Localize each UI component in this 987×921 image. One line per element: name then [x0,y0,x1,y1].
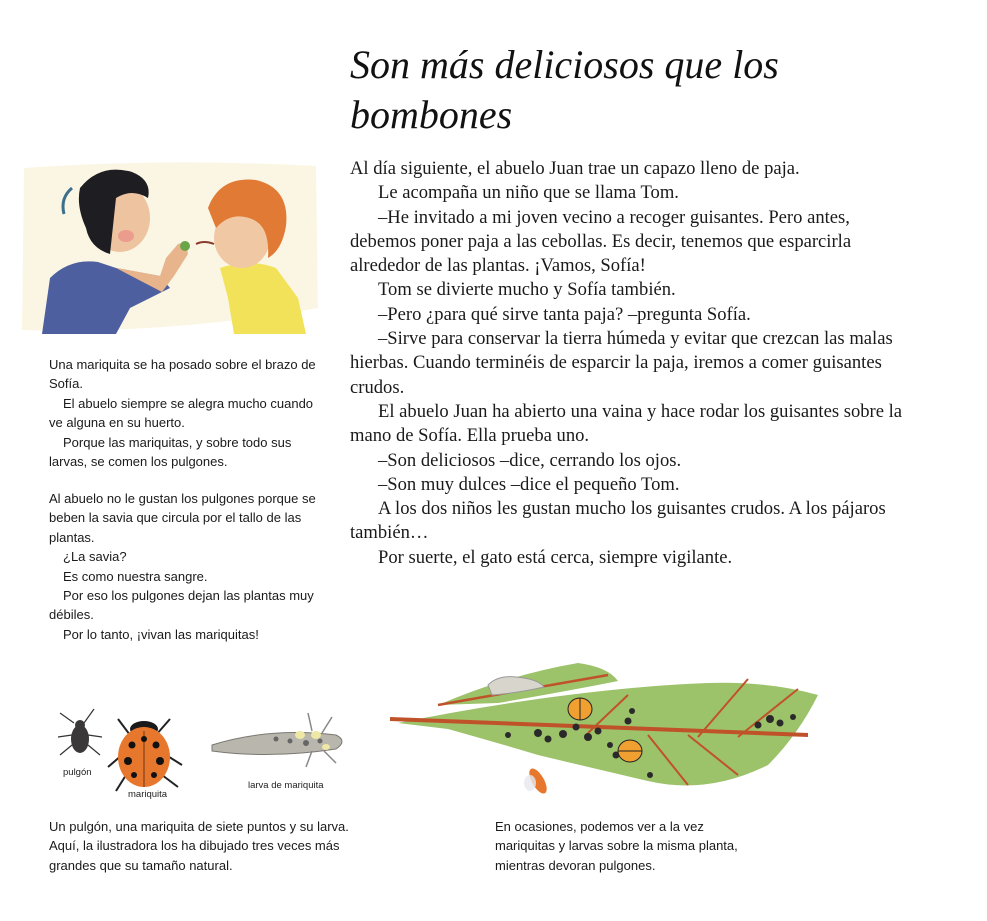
larva-icon [212,713,342,767]
larva-label: larva de mariquita [248,780,324,791]
illustration-children-peas [20,158,320,334]
sidebar-paragraph: Por eso los pulgones dejan las plantas muy débiles. [49,588,314,623]
illustration-insects [50,705,360,805]
story-paragraph: Tom se divierte mucho y Sofía también. [378,279,676,301]
story-paragraph: A los dos niños les gustan mucho los guisantes crudos. A los pájaros también… [350,498,886,544]
story-paragraph: Al día siguiente, el abuelo Juan trae un capazo lleno de paja. [350,158,800,179]
caption-line: Aquí, la ilustradora los ha dibujado tres veces más [49,838,340,854]
sidebar-paragraph: El abuelo siempre se alegra mucho cuando ve alguna en su huerto. [49,395,314,431]
sidebar-paragraph: Al abuelo no le gustan los pulgones porque se beben la savia que circula por el tallo de las plantas. [49,491,316,545]
story-paragraph: Por suerte, el gato está cerca, siempre vigilante. [378,546,733,568]
caption-leaf [495,817,795,875]
page-title: Son más deliciosos que los bombones [350,42,779,137]
sidebar-paragraph: Por lo tanto, ¡vivan las mariquitas! [63,626,259,642]
caption-line: En ocasiones, podemos ver a la vez [495,819,704,834]
caption-line: mariquitas y larvas sobre la misma planta, [495,838,738,854]
story-paragraph: El abuelo Juan ha abierto una vaina y hace rodar los guisantes sobre la mano de Sofía. Ella prueba uno. [350,400,903,447]
caption-line: Un pulgón, una mariquita de siete puntos y su larva. [49,819,349,834]
story-paragraph: –Sirve para conservar la tierra húmeda y evitar que crezcan las malas hierbas. Cuando terminéis de esparcir la paja, iremos a comer guisantes crudos. [350,328,893,398]
ladybug-icon [568,698,592,720]
sidebar-text-aphids [49,489,319,644]
ladybug-label: mariquita [128,789,168,800]
story-text [350,157,920,570]
ladybug-icon [618,740,642,762]
aphid-icon [58,709,102,755]
sidebar-text-ladybug [49,355,319,471]
caption-line: grandes que su tamaño natural. [49,857,233,873]
story-paragraph: –Pero ¿para qué sirve tanta paja? –pregunta Sofía. [378,303,751,325]
sidebar-paragraph: Una mariquita se ha posado sobre el brazo de Sofía. [49,357,316,392]
story-paragraph: –He invitado a mi joven vecino a recoger guisantes. Pero antes, debemos poner paja a las cebollas. Es decir, tenemos que esparcirla alrededor de las plantas. ¡Vamos, Sofía! [350,206,852,277]
sidebar-paragraph: ¿La savia? [63,549,127,565]
story-paragraph: –Son muy dulces –dice el pequeño Tom. [378,473,680,495]
sidebar-paragraph: Es como nuestra sangre. [63,568,208,584]
story-paragraph: Le acompaña un niño que se llama Tom. [378,182,679,204]
caption-insects [49,817,389,875]
sidebar-paragraph: Porque las mariquitas, y sobre todo sus larvas, se comen los pulgones. [49,434,292,470]
story-paragraph: –Son deliciosos –dice, cerrando los ojos. [378,449,682,471]
aphid-label: pulgón [63,767,92,778]
illustration-leaf-with-ladybugs [388,655,828,805]
caption-line: mientras devoran pulgones. [495,857,656,873]
flying-ladybug-icon [524,766,550,796]
ladybug-icon [108,719,182,791]
